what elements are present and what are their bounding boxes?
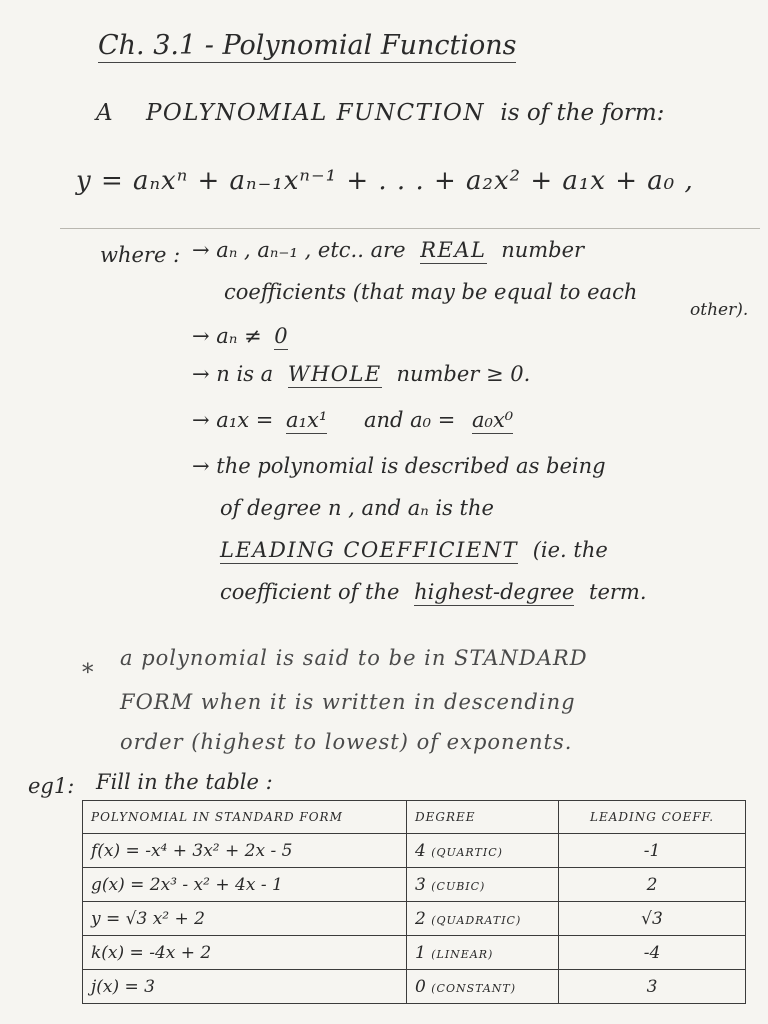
cell-polynomial: g(x) = 2x³ - x² + 4x - 1 bbox=[83, 868, 407, 902]
definition-intro-end: is of the form: bbox=[500, 100, 665, 126]
bullet-degree-line4: coefficient of the highest-degree term. bbox=[220, 580, 647, 604]
header-polynomial: POLYNOMIAL IN STANDARD FORM bbox=[83, 801, 407, 834]
cell-degree: 0 (CONSTANT) bbox=[407, 970, 559, 1004]
bullet-real-line2: coefficients (that may be equal to each bbox=[224, 280, 638, 304]
bullet-real-line3: other). bbox=[690, 300, 749, 320]
table-header-row bbox=[83, 801, 746, 834]
cell-polynomial: k(x) = -4x + 2 bbox=[83, 936, 407, 970]
arrow-icon: → bbox=[192, 408, 210, 432]
note-line1: a polynomial is said to be in STANDARD bbox=[120, 646, 588, 670]
bullet-degree-line3: LEADING COEFFICIENT (ie. the bbox=[220, 538, 608, 562]
definition-term: POLYNOMIAL FUNCTION bbox=[145, 100, 486, 126]
bullet-real-coefficients: → aₙ , aₙ₋₁ , etc.. are REAL number bbox=[192, 238, 585, 262]
divider bbox=[60, 228, 760, 229]
bullet-whole-number: → n is a WHOLE number ≥ 0. bbox=[192, 362, 531, 386]
example-instruction: Fill in the table : bbox=[96, 770, 273, 794]
term-highest-degree: highest-degree bbox=[414, 580, 575, 604]
note-line2: FORM when it is written in descending bbox=[120, 690, 576, 714]
cell-degree: 2 (QUADRATIC) bbox=[407, 902, 559, 936]
cell-polynomial: y = √3 x² + 2 bbox=[83, 902, 407, 936]
header-degree: DEGREE bbox=[407, 801, 559, 834]
header-leading-coeff: LEADING COEFF. bbox=[559, 801, 746, 834]
cell-polynomial: j(x) = 3 bbox=[83, 970, 407, 1004]
cell-leading-coeff: 2 bbox=[559, 868, 746, 902]
arrow-icon: → bbox=[192, 324, 210, 348]
polynomial-formula: y = aₙxⁿ + aₙ₋₁xⁿ⁻¹ + . . . + a₂x² + a₁x + a₀ , bbox=[76, 166, 694, 196]
cell-leading-coeff: -4 bbox=[559, 936, 746, 970]
cell-leading-coeff: 3 bbox=[559, 970, 746, 1004]
table-row bbox=[83, 868, 746, 902]
where-label: where : bbox=[100, 243, 181, 267]
cell-polynomial: f(x) = -x⁴ + 3x² + 2x - 5 bbox=[83, 834, 407, 868]
arrow-icon: → bbox=[192, 454, 210, 478]
note-star-icon: * bbox=[82, 660, 94, 686]
example-label: eg1: bbox=[28, 774, 75, 798]
table-row bbox=[83, 834, 746, 868]
term-whole: WHOLE bbox=[287, 362, 382, 386]
table-row bbox=[83, 970, 746, 1004]
cell-leading-coeff: √3 bbox=[559, 902, 746, 936]
term-real: REAL bbox=[420, 238, 487, 262]
bullet-degree-line2: of degree n , and aₙ is the bbox=[220, 496, 494, 520]
page-title: Ch. 3.1 - Polynomial Functions bbox=[98, 30, 517, 61]
polynomial-table bbox=[82, 800, 746, 1004]
cell-leading-coeff: -1 bbox=[559, 834, 746, 868]
bullet-degree: → the polynomial is described as being bbox=[192, 454, 606, 478]
table-row bbox=[83, 936, 746, 970]
cell-degree: 1 (LINEAR) bbox=[407, 936, 559, 970]
definition-sentence bbox=[96, 100, 664, 126]
bullet-exponent-one: → a₁x = a₁x¹ and a₀ = a₀x⁰ bbox=[192, 408, 514, 432]
cell-degree: 4 (QUARTIC) bbox=[407, 834, 559, 868]
term-leading-coefficient: LEADING COEFFICIENT bbox=[220, 538, 519, 562]
cell-degree: 3 (CUBIC) bbox=[407, 868, 559, 902]
bullet-nonzero: → aₙ ≠ 0 bbox=[192, 324, 288, 348]
note-line3: order (highest to lowest) of exponents. bbox=[120, 730, 573, 754]
arrow-icon: → bbox=[192, 362, 210, 386]
definition-intro-start: A bbox=[96, 100, 113, 126]
table-row bbox=[83, 902, 746, 936]
arrow-icon: → bbox=[192, 238, 210, 262]
